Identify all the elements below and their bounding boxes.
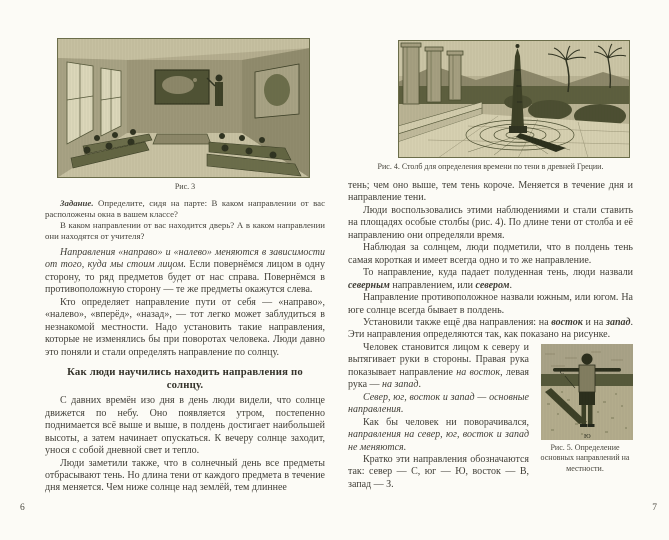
paragraph: Человек становится лицом к северу и вытягивает руки в стороны. Правая рука показывает направление на восток, левая рука — на запад. (348, 341, 529, 391)
paragraph: Как бы человек ни поворачивался, направления на север, юг, восток и запад не меняются. (348, 416, 529, 453)
figure-4-caption: Рис. 4. Столб для определения времени по тени в древней Греции. (377, 162, 604, 171)
paragraph: Север, юг, восток и запад — основные направления. (348, 391, 529, 416)
task-paragraph: Задание. Определите, сидя на парте: В каком направлении от вас расположены окна в вашем классе? (45, 198, 325, 219)
paragraph: Наблюдая за солнцем, люди подметили, что в полдень тень самая короткая и имеет всегда одно и то же направление. (348, 242, 633, 266)
task-block (45, 198, 325, 242)
classroom-illustration-icon (57, 38, 310, 178)
text-with-figure-5 (348, 342, 633, 491)
paragraph: Кто определяет направление пути от себя — «направо», «налево», «вперёд», «назад», — тот легко может заблудиться в незнакомой местности. Надо установить такие направления, которые не изменялись бы при поворотах человека. Люди давно это поняли и стали определять направление по солнцу. (45, 296, 325, 358)
figure-4 (348, 40, 633, 172)
paragraph: Направление противоположное назвали южным, или югом. На юге солнце всегда бывает в полдень. (348, 292, 633, 316)
section-heading: Как люди научились находить направления по солнцу. (67, 366, 303, 391)
obelisk-sundial-illustration-icon (398, 40, 630, 158)
paragraph: Направления «направо» и «налево» меняются в зависимости от того, куда мы стоим лицом. Если повернёмся лицом в одну сторону, то ряд предметов будет от нас справа. Повернёмся в противоположную сторону — те же предметы окажутся слева. (45, 247, 325, 296)
boy-directions-illustration-icon (541, 344, 633, 440)
paragraph: То направление, куда падает полуденная тень, люди назвали северным направлением, или севером. (348, 267, 633, 291)
figure-3 (45, 38, 325, 192)
paragraph: Люди заметили также, что в солнечный день все предметы отбрасывают тень. Но длина тени от каждого предмета в течение дня меняется. Чем ниже солнце над землёй, тем длиннее (45, 457, 325, 494)
page-number-right: 7 (652, 503, 657, 513)
figure-5 (537, 344, 633, 475)
page-left (45, 38, 325, 495)
paragraph: тень; чем оно выше, тем тень короче. Меняется в течение дня и направление тени. (348, 180, 633, 204)
figure-5-caption: Рис. 5. Определение основных направлений на местности. (540, 442, 630, 473)
figure-3-caption: Рис. 3 (174, 182, 196, 191)
left-body-text (45, 247, 325, 495)
paragraph: Установили также ещё два направления: на восток и на запад. Эти направления определяются так, как показано на рисунке. (348, 316, 633, 341)
page-right (348, 40, 633, 491)
page-number-left: 6 (20, 503, 25, 513)
right-body-text (348, 180, 633, 491)
task-paragraph: В каком направлении от вас находится дверь? А в каком направлении они находятся от учителя? (45, 220, 325, 241)
paragraph: Люди воспользовались этими наблюдениями и стали ставить на площадях особые столбы (рис. 4). По длине тени от столба и её направлению они определяли время. (348, 204, 633, 241)
paragraph: С давних времён изо дня в день люди видели, что солнце движется по небу. Оно появляется утром, постепенно поднимается всё выше и выше, в полдень достигает наибольшей высоты, а затем начинает опускаться. К вечеру солнце заходит, унося с собой дневной свет и тепло. (45, 395, 325, 457)
paragraph: Кратко эти направления обозначаются так: север — С, юг — Ю, восток — В, запад — З. (348, 453, 529, 490)
